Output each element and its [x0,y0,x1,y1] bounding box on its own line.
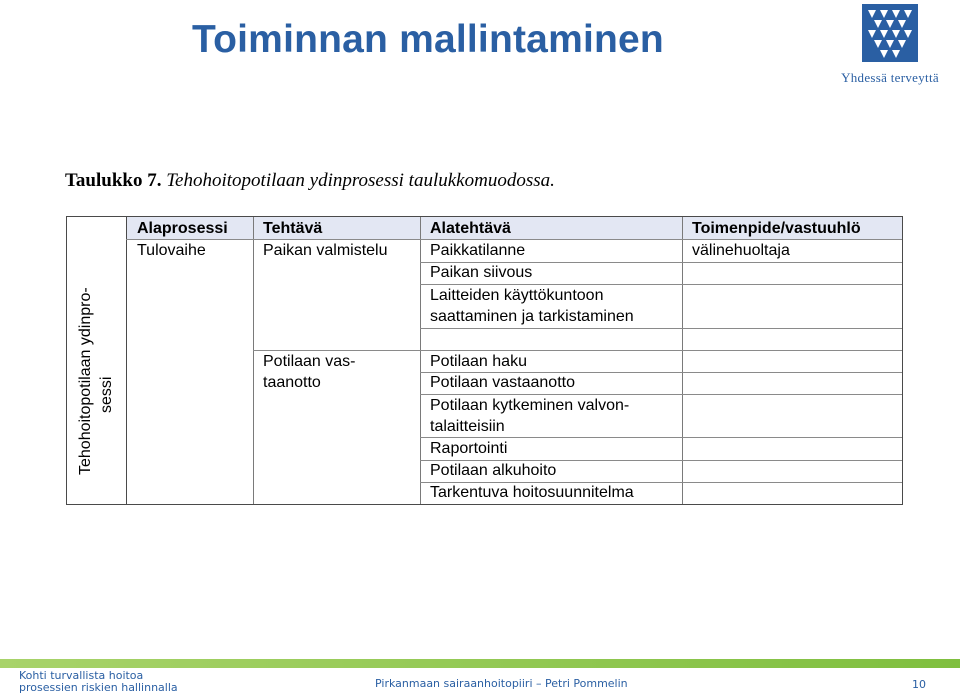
cell-alatehtava: talaitteisiin [430,418,505,435]
cell-tehtava: Paikan valmistelu [263,242,388,259]
cell-alatehtava: saattaminen ja tarkistaminen [430,308,634,325]
cell-alatehtava: Paikan siivous [430,264,533,281]
cell-alaprosessi: Tulovaihe [137,242,206,259]
process-table [66,216,903,505]
cell-alatehtava: Tarkentuva hoitosuunnitelma [430,484,634,501]
footer-bar [0,659,960,668]
organization-logo [830,4,950,84]
footer-subtitle-line: prosessien riskien hallinnalla [19,681,178,694]
side-label-cell [67,217,126,504]
header-toimenpide: Toimenpide/vastuuhlö [692,220,861,237]
footer-author: Pirkanmaan sairaanhoitopiiri – Petri Pommelin [375,677,628,690]
footer-subtitle-line: Kohti turvallista hoitoa [19,669,144,682]
side-label-line: sessi [98,376,115,413]
cell-tehtava: taanotto [263,374,321,391]
cell-toimenpide: välinehuoltaja [692,242,790,259]
cell-alatehtava: Laitteiden käyttökuntoon [430,287,604,304]
header-tehtava: Tehtävä [263,220,323,237]
cell-alatehtava: Potilaan haku [430,353,527,370]
footer-subtitle [19,670,178,694]
side-label-line: Tehohoitopotilaan ydinpro- [77,287,94,475]
cell-tehtava: Potilaan vas- [263,353,356,370]
grid-vline [253,217,254,504]
page-number: 10 [912,678,926,691]
grid-hline [420,328,902,329]
cell-alatehtava: Potilaan kytkeminen valvon- [430,397,630,414]
caption-label: Taulukko 7. [65,170,162,191]
slide-title: Toiminnan mallintaminen [192,18,664,61]
grid-vline [126,217,127,504]
side-label [75,245,117,475]
header-alatehtava: Alatehtävä [430,220,511,237]
header-alaprosessi: Alaprosessi [137,220,228,237]
logo-mark-icon [862,4,918,62]
cell-alatehtava: Raportointi [430,440,508,457]
cell-alatehtava: Potilaan alkuhoito [430,462,557,479]
table-caption [65,170,555,192]
caption-text: Tehohoitopotilaan ydinprosessi taulukkomuodossa. [166,170,555,191]
cell-alatehtava: Paikkatilanne [430,242,526,259]
logo-text: Yhdessä terveyttä [841,70,939,85]
cell-alatehtava: Potilaan vastaanotto [430,374,575,391]
